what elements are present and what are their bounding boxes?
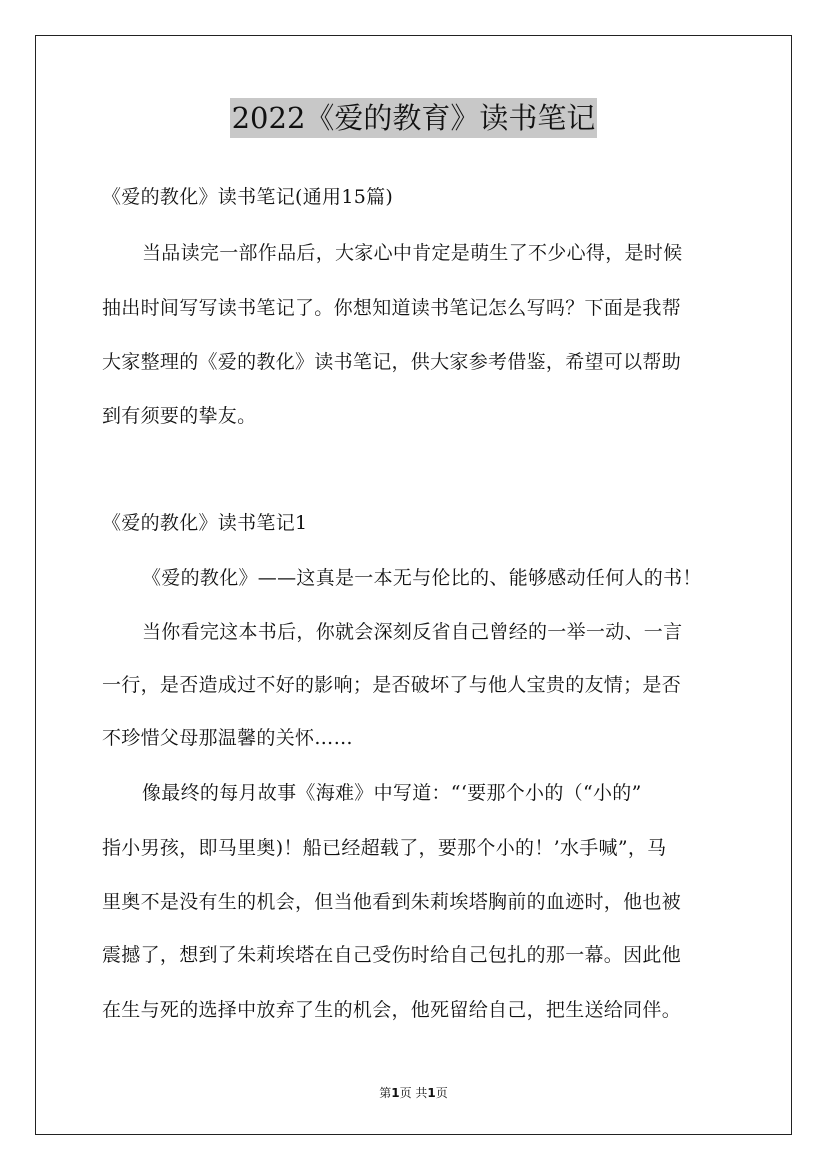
body-line-9: 在生与死的选择中放弃了生的机会，他死留给自己，把生送给同伴。	[102, 999, 682, 1021]
body-line-3: 一行，是否造成过不好的影响；是否破坏了与他人宝贵的友情；是否	[102, 674, 682, 696]
body-line-2: 当你看完这本书后，你就会深刻反省自己曾经的一举一动、一言	[142, 621, 683, 643]
body-line-8: 震撼了，想到了朱莉埃塔在自己受伤时给自己包扎的那一幕。因此他	[102, 944, 682, 966]
intro-line-1: 当品读完一部作品后，大家心中肯定是萌生了不少心得，是时候	[142, 242, 683, 264]
intro-line-2: 抽出时间写写读书笔记了。你想知道读书笔记怎么写吗？下面是我帮	[102, 297, 682, 319]
footer-page-suffix: 页	[435, 1086, 448, 1100]
body-line-7: 里奥不是没有生的机会，但当他看到朱莉埃塔胸前的血迹时，他也被	[102, 891, 682, 913]
footer-page-prefix: 第	[379, 1086, 392, 1100]
body-line-1: 《爱的教化》——这真是一本无与伦比的、能够感动任何人的书！	[142, 567, 702, 589]
section-heading: 《爱的教化》读书笔记1	[102, 512, 308, 534]
footer-page-mid: 页 共	[399, 1086, 428, 1100]
title-container	[0, 98, 827, 138]
footer-page-total: 1	[427, 1086, 436, 1100]
body-line-4: 不珍惜父母那温馨的关怀……	[102, 727, 353, 749]
document-subtitle: 《爱的教化》读书笔记(通用15篇)	[102, 186, 394, 208]
page-footer	[0, 1084, 827, 1101]
body-line-5: 像最终的每月故事《海难》中写道：“‘要那个小的（“小的”	[142, 782, 642, 804]
intro-line-3: 大家整理的《爱的教化》读书笔记，供大家参考借鉴，希望可以帮助	[102, 351, 682, 373]
body-line-6: 指小男孩，即马里奥)！船已经超载了，要那个小的！’水手喊”，马	[102, 837, 667, 859]
intro-line-4: 到有须要的挚友。	[102, 405, 257, 427]
document-title: 2022《爱的教育》读书笔记	[230, 98, 598, 138]
footer-page-current: 1	[391, 1086, 400, 1100]
